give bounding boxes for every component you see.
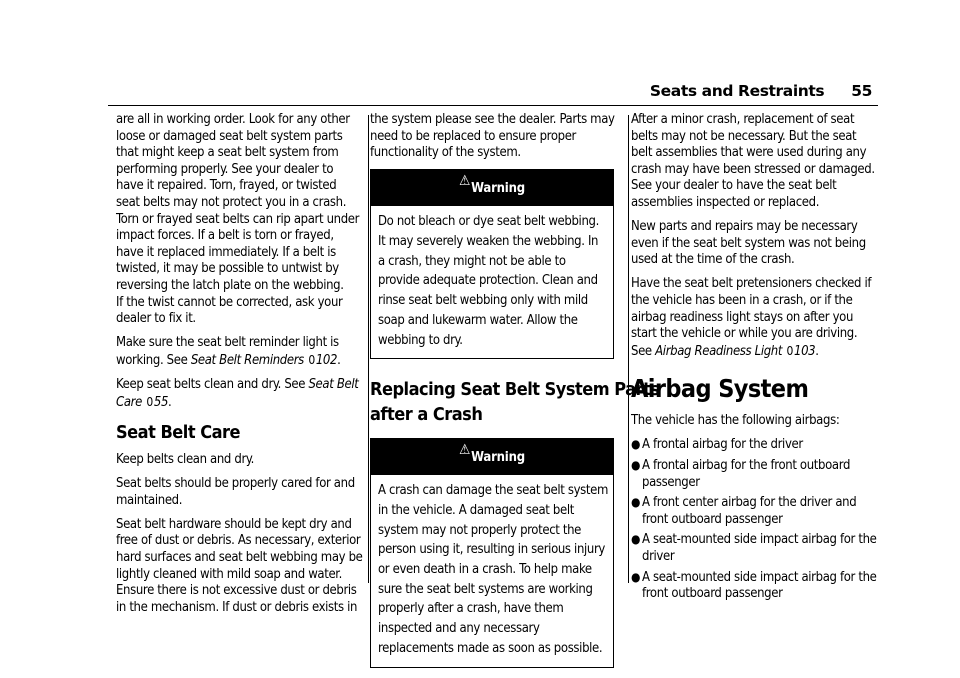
paragraph [116,112,360,328]
page-header [650,82,872,100]
text-span: working. See [116,352,191,368]
text-line: start the vehicle or while you are driving. [631,326,858,342]
warning-box [370,438,614,667]
text-line [631,343,881,361]
text-line: the system please see the dealer. Parts may [370,112,615,127]
text-line: assemblies inspected or replaced. [631,194,820,210]
text-line: See your dealer to have the seat belt [631,178,837,194]
text-line: Have the seat belt pretensioners checked if [631,276,872,292]
warning-title: Warning [471,181,525,197]
text-line: It may severely weaken the webbing. In [378,233,599,249]
column-divider [628,115,629,583]
text-line: If the twist cannot be corrected, ask your [116,294,343,310]
text-line: loose or damaged seat belt system parts [116,128,343,144]
heading-line: after a Crash [370,404,483,426]
page-reference-icon: 0 [786,343,793,358]
text-line: A front center airbag for the driver and [642,495,857,511]
airbag-readiness-light-link[interactable]: Airbag Readiness Light [655,343,783,359]
text-span: See [631,343,656,359]
text-line: used at the time of the crash. [631,252,795,268]
paragraph [116,516,363,617]
section-title: Seats and Restraints [649,82,825,100]
page-number: 55 [851,82,872,100]
text-span: . [815,343,819,359]
list-item [631,495,881,528]
text-line: After a minor crash, replacement of seat [631,112,855,127]
text-line: Do not bleach or dye seat belt webbing. [378,214,599,230]
text-line: need to be replaced to ensure proper [370,128,577,144]
text-line: have it replaced immediately. If a belt is [116,244,336,260]
text-line: Ensure there is not excessive dust or debris [116,583,357,599]
text-line: Torn or frayed seat belts can rip apart under [116,211,360,227]
text-line: soap and lukewarm water. Allow the [378,312,578,328]
list-item [631,437,881,454]
text-span: . [337,352,341,368]
column-3 [631,112,881,607]
text-line: reversing the latch plate on the webbing. [116,277,344,293]
airbag-list [631,437,881,602]
text-line: in the mechanism. If dust or debris exists in [116,599,358,615]
warning-body [371,206,613,358]
paragraph [370,112,614,162]
text-line: front outboard passenger [642,511,783,527]
bullet-icon: ● [631,437,641,452]
text-line: that might keep a seat belt system from [116,145,339,161]
text-line: front outboard passenger [642,586,783,602]
page-reference-icon: 0 [308,352,315,367]
text-line: Seat belt hardware should be kept dry and [116,516,352,532]
text-line: free of dust or debris. As necessary, exterior [116,533,361,549]
text-line [116,352,356,370]
paragraph [631,276,881,360]
text-line: A seat-mounted side impact airbag for the [642,569,877,585]
chapter-heading: Airbag System [631,374,809,404]
text-line: even if the seat belt system was not being [631,235,866,251]
text-line: performing properly. See your dealer to [116,161,334,177]
text-line: lightly cleaned with mild soap and water. [116,566,342,582]
text-line: driver [642,548,675,564]
text-line: in the vehicle. A damaged seat belt [378,502,574,518]
text-line: provide adequate protection. Clean and [378,273,598,289]
seat-belt-care-link[interactable]: Care [116,394,142,410]
text-line: A seat-mounted side impact airbag for the [642,532,877,548]
paragraph [116,476,356,509]
bullet-icon: ● [631,458,641,472]
paragraph [631,219,881,269]
text-line: crash may have been stressed or damaged. [631,161,875,177]
text-line: properly after a crash, have them [378,601,564,617]
text-line: A frontal airbag for the front outboard [642,458,851,473]
text-line: inspected and any necessary [378,621,540,637]
warning-header [371,170,613,206]
paragraph: Keep belts clean and dry. [116,452,254,468]
paragraph [116,376,359,411]
text-line: sure the seat belt systems are working [378,581,593,597]
text-line: impact forces. If a belt is torn or frayed, [116,228,334,244]
text-span: . [168,394,172,410]
text-line [116,394,356,412]
warning-triangle-icon: ⚠ [459,442,471,459]
section-heading [370,377,660,427]
section-heading: Seat Belt Care [116,422,240,444]
text-line: or even death in a crash. To help make [378,562,592,578]
text-line: Make sure the seat belt reminder light is [116,335,339,351]
text-line: maintained. [116,492,183,508]
text-line: belt assemblies that were used during any [631,145,867,161]
text-line: dealer to fix it. [116,311,196,327]
paragraph [116,335,356,369]
bullet-icon: ● [631,495,641,510]
text-line: twisted, it may be possible to untwist by [116,261,339,277]
seat-belt-reminders-link[interactable]: Seat Belt Reminders [190,352,304,368]
text-line: replacements made as soon as possible. [378,640,603,656]
text-line: New parts and repairs may be necessary [631,219,858,235]
warning-box [370,169,614,359]
column-divider [368,115,369,583]
text-line: rinse seat belt webbing only with mild [378,293,588,309]
bullet-icon: ● [631,532,641,547]
text-line: A frontal airbag for the driver [642,437,803,453]
paragraph [631,112,881,212]
warning-body [371,475,613,666]
warning-triangle-icon: ⚠ [459,173,471,190]
page-reference-number[interactable]: 103 [794,343,816,359]
heading-line: Replacing Seat Belt System Parts [370,379,660,401]
header-rule [108,105,878,106]
text-line: functionality of the system. [370,145,521,161]
text-line: passenger [642,474,700,490]
bullet-icon: ● [631,569,641,584]
text-line: seat belts may not protect you in a crash. [116,194,347,210]
text-line: a crash, they might not be able to [378,253,566,269]
list-item [631,458,881,491]
text-line: airbag readiness light stays on after you [631,309,854,325]
paragraph: The vehicle has the following airbags: [631,413,840,429]
page-reference-number[interactable]: 102 [315,352,338,368]
page-reference-icon: 0 [146,394,153,409]
text-line: A crash can damage the seat belt system [378,483,609,499]
page-reference-number[interactable]: 55 [153,394,169,410]
text-line: hard surfaces and seat belt webbing may be [116,550,363,566]
list-item [631,532,881,565]
seat-belt-care-link[interactable]: Seat Belt [308,376,359,392]
text-line: are all in working order. Look for any other [116,112,350,127]
text-line: webbing to dry. [378,332,463,348]
text-line: person using it, resulting in serious injury [378,542,605,558]
column-1 [116,112,363,624]
text-line: system may not properly protect the [378,522,582,538]
list-item [631,570,881,603]
text-line: Seat belts should be properly cared for and [116,476,355,492]
text-span: Keep seat belts clean and dry. See [116,376,309,392]
warning-title: Warning [471,450,525,466]
warning-header [371,439,613,475]
text-line [116,376,359,394]
text-line: have it repaired. Torn, frayed, or twisted [116,178,337,194]
text-line: the vehicle has been in a crash, or if the [631,292,853,308]
text-line: belts may not be necessary. But the seat [631,128,857,144]
